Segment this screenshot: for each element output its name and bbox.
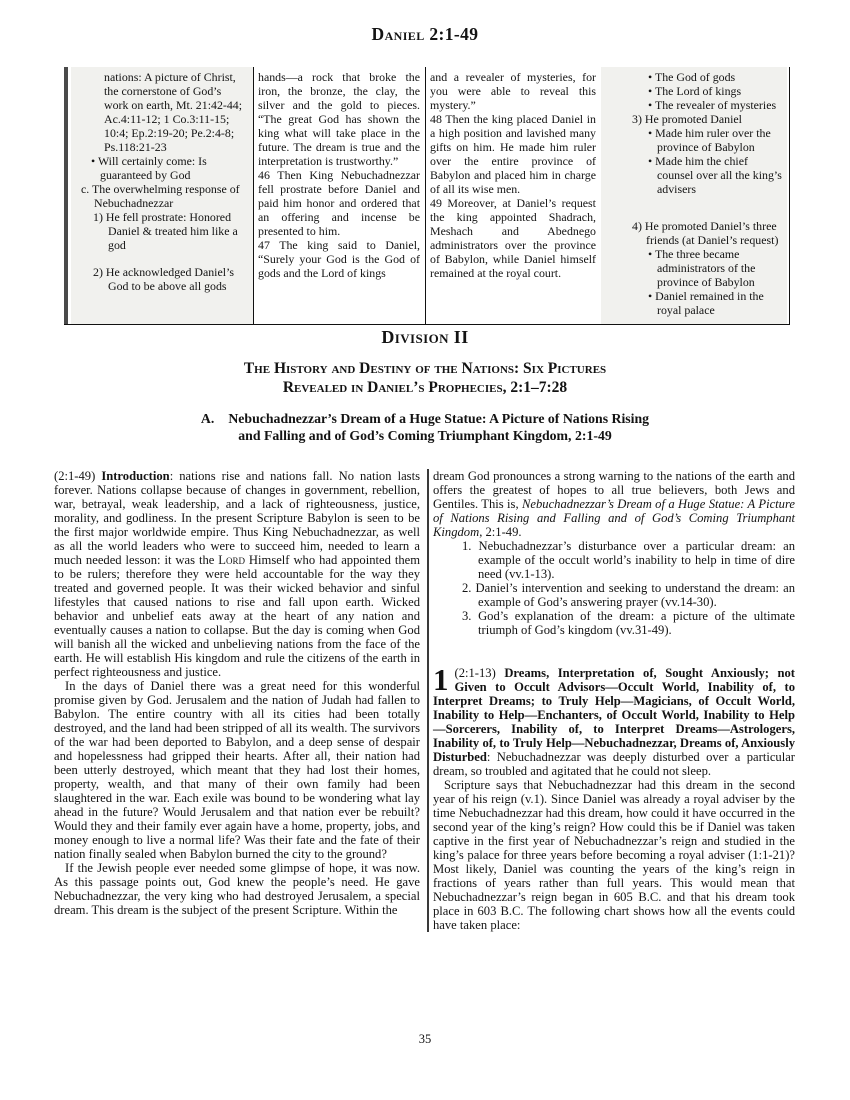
body-paragraph: If the Jewish people ever needed some glimpse of hope, it was now. As this passage points out, God knew the people’s need. He gave Nebuchadnezzar, the very king who had destroyed Jerusalem, a special dream. This dream is the subject of the present Scripture. Within the: [54, 861, 420, 917]
outline-subpoint-4: [605, 219, 782, 247]
point-1-paragraph: [433, 662, 796, 778]
outline-bullet-item: [605, 154, 782, 196]
outline-bullet-text: The revealer of mysteries: [654, 98, 777, 112]
intro-text-b: Himself who had appointed them to be rulers; therefore they were held accountable for the way they treated and governed people. It was their wicked behavior and sinful lifestyles that caused nations to rise and fall upon earth. Wicked behavior and unbelief eats away at the heart of any nation and eventually causes a nation to collapse. But the day is coming when God will banish all the wicked and unbelieving nations from the face of the earth. He will establish His kingdom and rule the citizens of the earth in perfect righteousness and justice.: [54, 553, 421, 679]
scripture-paragraph: 48 Then the king placed Daniel in a high position and lavished many gifts on him. He made him ruler over the entire province of Babylon and placed him in charge of all its wise men.: [430, 112, 596, 196]
outline-left-cell: [71, 67, 253, 324]
outline-bullet-text: The God of gods: [654, 70, 736, 84]
outline-subpoint-label: 1): [93, 210, 103, 224]
outline-continued-text: nations: A picture of Christ, the cornerstone of God’s work on earth, Mt. 21:42-44; Ac.4:11-12; 1 Co.3:11-15; 10:4; Ep.2:19-20; Pe.2:4-8; Ps.118:21-23: [104, 70, 243, 154]
list-text: Daniel’s intervention and seeking to understand the dream: an example of God’s answering prayer (vv.14-30).: [475, 581, 795, 609]
outline-bullet-item: [605, 84, 782, 98]
lord-smallcaps: Lord: [218, 553, 245, 567]
point-1-numeral: 1: [433, 662, 449, 697]
outline-subpoint-text: He acknowledged Daniel’s God to be above all gods: [105, 265, 234, 293]
outline-bullet-text: The Lord of kings: [654, 84, 742, 98]
table-left-rule: [64, 67, 68, 324]
outline-subpoint-label: 2): [93, 265, 103, 279]
scripture-cell-right: [425, 67, 601, 324]
division-subtitle-line1: The History and Destiny of the Nations: Six Pictures: [243, 360, 607, 377]
overview-list-item: [433, 609, 795, 637]
outline-bullet-text: Made him the chief counsel over all the king’s advisers: [655, 154, 782, 196]
continuation-paragraph: [433, 469, 795, 539]
division-subtitle: [0, 359, 850, 397]
scripture-paragraph: and a revealer of mysteries, for you were able to reveal this mystery.”: [430, 70, 596, 112]
section-heading: [0, 410, 850, 444]
bullet-icon: •: [648, 126, 653, 140]
division-heading-block: [0, 327, 850, 444]
point-1-reference: (2:1-13): [454, 666, 505, 680]
outline-subpoint-label: 3): [632, 112, 642, 126]
bullet-icon: •: [648, 154, 653, 168]
section-heading-line1: [0, 410, 850, 427]
bullet-icon: •: [648, 247, 653, 261]
outline-subpoint-label: 4): [632, 219, 642, 233]
point-1-text: : Nebuchadnezzar was deeply disturbed over a particular dream, so troubled and agitated that he could not sleep.: [433, 750, 795, 778]
bullet-icon: •: [648, 70, 653, 84]
outline-bullet-text: The three became administrators of the province of Babylon: [654, 247, 756, 289]
scripture-paragraph: 47 The king said to Daniel, “Surely your God is the God of gods and the Lord of kings: [258, 238, 420, 280]
bullet-icon: •: [91, 154, 96, 168]
outline-bullet-item: [605, 289, 782, 317]
outline-subpoint-text: He fell prostrate: Honored Daniel & treated him like a god: [105, 210, 238, 252]
continuation-end: , 2:1-49.: [479, 525, 522, 539]
intro-label: Introduction: [101, 469, 170, 483]
intro-text-a: : nations rise and nations fall. No nation lasts forever. Nations collapse because of changes in government, rebellion, war, betrayal, weak leadership, and a lack of righteousness, justice, morality, and godliness. In the present Scripture Babylon is seen to be the first major worldwide empire. Thus King Nebuchadnezzar, as well as all the world leaders who were to succeed him, needed to learn a much needed lesson: it was the: [54, 469, 420, 567]
outline-subpoint-text: He promoted Daniel: [644, 112, 742, 126]
outline-bullet-item: [605, 126, 782, 154]
outline-subpoint-2: [75, 265, 248, 293]
list-text: God’s explanation of the dream: a picture of the ultimate triumph of God’s kingdom (vv.31-49).: [478, 609, 795, 637]
running-head: Daniel 2:1-49: [371, 24, 479, 44]
list-number: 3.: [462, 609, 472, 623]
overview-list-item: [433, 539, 795, 581]
outline-bullet-text: Made him ruler over the province of Babylon: [655, 126, 771, 154]
outline-point-text: The overwhelming response of Nebuchadnezzar: [92, 182, 240, 210]
section-heading-line2: and Falling and of God’s Coming Triumphant Kingdom, 2:1-49: [238, 428, 612, 443]
outline-bullet-text: Daniel remained in the royal palace: [655, 289, 764, 317]
division-subtitle-line2: Revealed in Daniel’s Prophecies, 2:1–7:28: [282, 379, 568, 396]
outline-subpoint-3: [605, 112, 782, 126]
scripture-paragraph: hands—a rock that broke the iron, the bronze, the clay, the silver and the gold to pieces. “The great God has shown the king what will take place in the future. The dream is true and the interpretation is trustworthy.”: [258, 70, 420, 168]
page-number: 35: [418, 1032, 432, 1046]
overview-list-item: [433, 581, 795, 609]
section-label: A.: [200, 411, 215, 426]
list-number: 1.: [462, 539, 472, 553]
outline-bullet-item: [605, 247, 782, 289]
introduction-paragraph: [54, 469, 420, 679]
list-text: Nebuchadnezzar’s disturbance over a particular dream: an example of the occult world’s inability to help in time of dire need (vv.1-13).: [478, 539, 795, 581]
body-paragraph: In the days of Daniel there was a great need for this wonderful promise given by God. Jerusalem and the nation of Judah had fallen to Babylon. The entire country with all its cities had been totally destroyed, and the land had been stripped of all its wealth. The survivors of the war had been deported to Babylon, and a deep sense of despair and hopelessness had gripped their hearts. After all, their nation had been utterly destroyed, which meant that they had lost their homes, property, wealth, and that many of their own family had been slaughtered in the war. Each exile was bound to be wondering what lay ahead in the future? Would Jerusalem and that nation ever be rebuilt? Would they and their family ever again have a home, property, jobs, and money enough to live a normal life? Was their fate and the fate of their nation finally sealed when Babylon burned the city to the ground?: [54, 679, 420, 861]
division-title: Division II: [381, 327, 469, 347]
intro-reference: (2:1-49): [54, 469, 102, 483]
outline-subpoint-1: [75, 210, 248, 252]
section-title-line1: Nebuchadnezzar’s Dream of a Huge Statue: A Picture of Nations Rising: [228, 411, 650, 426]
outline-point-label: c.: [81, 182, 90, 196]
continuation-text: dream God pronounces a strong warning to the nations of the earth and offers the greatest of hopes to all true believers, both Jews and Gentiles. This is,: [433, 469, 795, 511]
body-left-column: [54, 469, 420, 932]
outline-bullet-item: [605, 98, 782, 112]
outline-table: [64, 67, 790, 325]
outline-point-c: [75, 182, 248, 210]
outline-bullet-item: [605, 70, 782, 84]
bullet-icon: •: [648, 84, 653, 98]
body-paragraph: Scripture says that Nebuchadnezzar had this dream in the second year of his reign (v.1). Since Daniel was already a royal adviser by the time Nebuchadnezzar had this dream, how could it have occurred in the second year of the king’s reign? How could this be if Daniel was taken captive in the first year of Nebuchadnezzar’s reign and studied in the king’s palace for three years before becoming a royal adviser (1:1-21)? Most likely, Daniel was counting the years of the king’s reign in fractions of years rather than full years. This would mean that Nebuchadnezzar’s reign began in 605 B.C. and that his dream took place in 603 B.C. The following chart shows how all the events could have taken place:: [433, 778, 795, 932]
list-number: 2.: [462, 581, 472, 595]
section-title-italic: Nebuchadnezzar’s Dream of a Huge Statue: A Picture of Nations Rising and Falling and of God’s Coming Triumphant Kingdom: [433, 497, 795, 539]
body-columns: [54, 469, 796, 932]
outline-bullet-item: [75, 154, 248, 182]
bullet-icon: •: [648, 289, 653, 303]
scripture-paragraph: 49 Moreover, at Daniel’s request the king appointed Shadrach, Meshach and Abednego administrators over the province of Babylon, while Daniel himself remained at the royal court.: [430, 196, 596, 280]
bullet-icon: •: [648, 98, 653, 112]
point-1-heading: Dreams, Interpretation of, Sought Anxiously; not Given to Occult Advisors—Occult World, Inability of, to Interpret Dreams; to Truly Help—Magicians, of Occult World, Inability to Help—Enchanters, of Occult World, Inability to Help—Sorcerers, Inability of, to Interpret Dreams—Astrologers, Inability of, to Truly Help—Nebuchadnezzar, Dreams of, Anxiously Disturbed: [433, 666, 796, 764]
outline-right-cell: [601, 67, 787, 324]
scripture-cell-left: [253, 67, 425, 324]
body-right-column: [433, 469, 795, 932]
outline-subpoint-text: He promoted Daniel’s three friends (at Daniel’s request): [644, 219, 779, 247]
column-divider-rule: [427, 469, 429, 932]
outline-bullet-text: Will certainly come: Is guaranteed by God: [97, 154, 207, 182]
scripture-paragraph: 46 Then King Nebuchadnezzar fell prostrate before Daniel and paid him honor and ordered that an offering and incense be presented to him.: [258, 168, 420, 238]
